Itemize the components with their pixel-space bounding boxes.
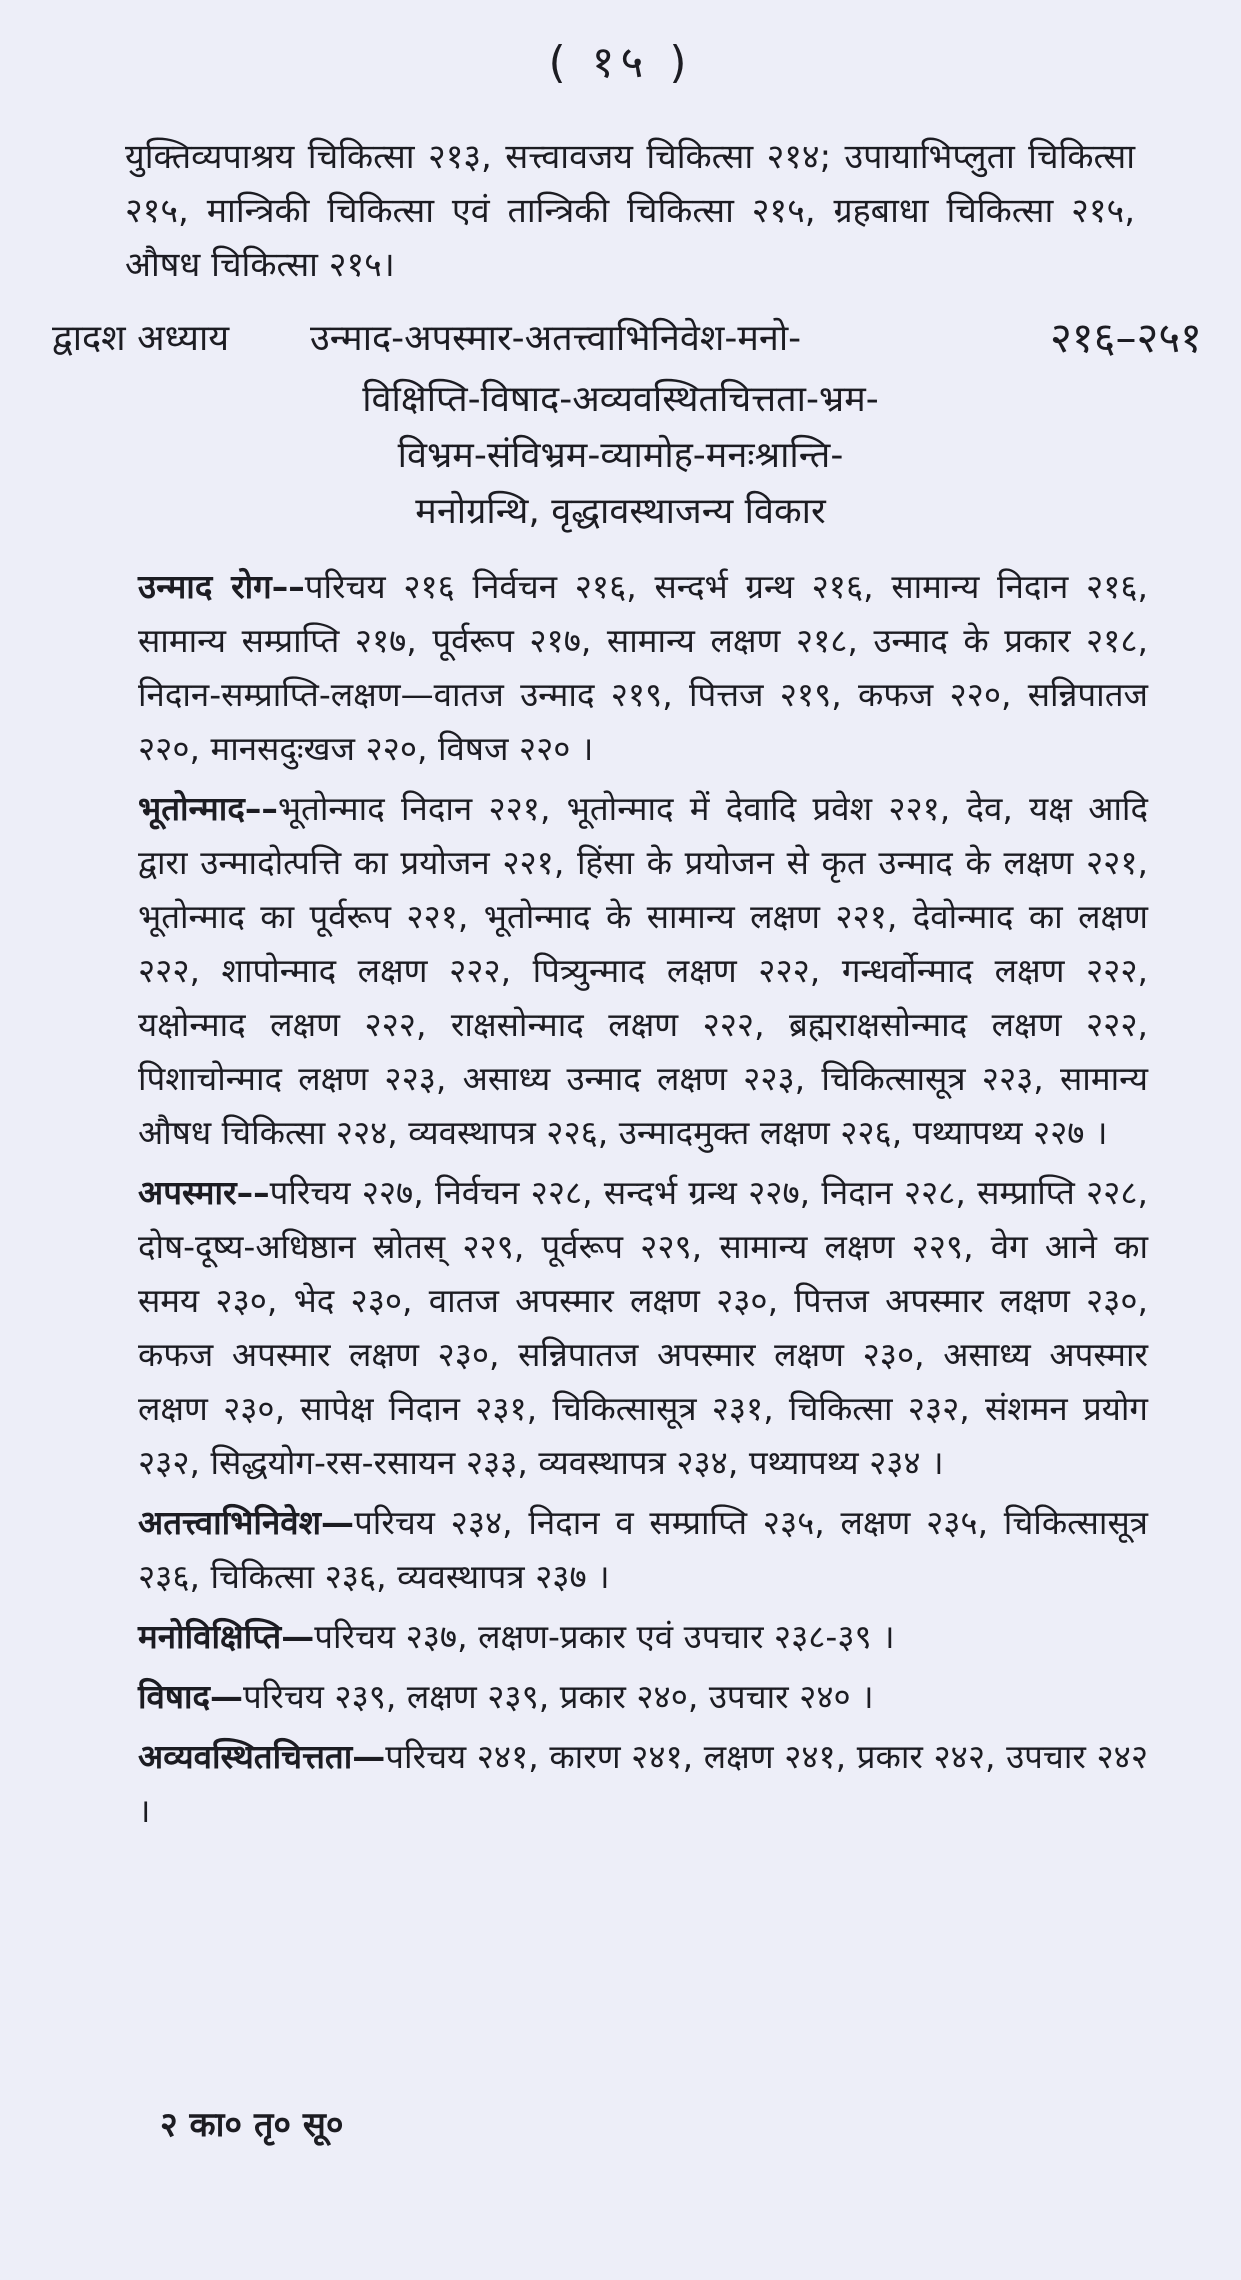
chapter-page-range: २१६–२५१ (1049, 313, 1202, 362)
entry-text: परिचय २४१, कारण २४१, लक्षण २४१, प्रकार २४२, उपचार २४२ । (138, 1737, 1148, 1830)
entry-manovikshipti (138, 1610, 1148, 1664)
page-number: ( १५ ) (548, 37, 693, 88)
entry-atattvabhinivesh (138, 1496, 1148, 1604)
chapter-heading (52, 312, 1202, 372)
footer-signature: २ का० तृ० सू० (160, 2105, 344, 2145)
entry-heading: मनोविक्षिप्ति— (138, 1617, 315, 1656)
entry-text: परिचय २२७, निर्वचन २२८, सन्दर्भ ग्रन्थ २२७, निदान २२८, सम्प्राप्ति २२८, दोष-दूष्य-अधिष्ठान स्रोतस् २२९, पूर्वरूप २२९, सामान्य लक्षण २२९, वेग आने का समय २३०, भेद २३०, वातज अपस्मार लक्षण २३०, पित्तज अपस्मार लक्षण २३०, कफज अपस्मार लक्षण २३०, सन्निपातज अपस्मार लक्षण २३०, असाध्य अपस्मार लक्षण २३०, सापेक्ष निदान २३१, चिकित्सासूत्र २३१, चिकित्सा २३२, संशमन प्रयोग २३२, सिद्धयोग-रस-रसायन २३३, व्यवस्थापत्र २३४, पथ्यापथ्य २३४ । (138, 1173, 1148, 1482)
entry-unmad-rog (138, 560, 1148, 776)
entry-text: परिचय २३९, लक्षण २३९, प्रकार २४०, उपचार २४० । (243, 1677, 874, 1716)
topic-entries (138, 560, 1148, 1844)
chapter-title-line-2: विक्षिप्ति-विषाद-अव्यवस्थितचित्तता-भ्रम- (362, 379, 879, 420)
entry-text: भूतोन्माद निदान २२१, भूतोन्माद में देवादि प्रवेश २२१, देव, यक्ष आदि द्वारा उन्मादोत्पत्ति का प्रयोजन २२१, हिंसा के प्रयोजन से कृत उन्माद के लक्षण २२१, भूतोन्माद का पूर्वरूप २२१, भूतोन्माद के सामान्य लक्षण २२१, देवोन्माद का लक्षण २२२, शापोन्माद लक्षण २२२, पित्र्युन्माद लक्षण २२२, गन्धर्वोन्माद लक्षण २२२, यक्षोन्माद लक्षण २२२, राक्षसोन्माद लक्षण २२२, ब्रह्मराक्षसोन्माद लक्षण २२२, पिशाचोन्माद लक्षण २२३, असाध्य उन्माद लक्षण २२३, चिकित्सासूत्र २२३, सामान्य औषध चिकित्सा २२४, व्यवस्थापत्र २२६, उन्मादमुक्त लक्षण २२६, पथ्यापथ्य २२७ । (138, 789, 1148, 1152)
entry-heading: भूतोन्माद–– (138, 789, 278, 828)
chapter-title-line-1: उन्माद-अपस्मार-अतत्त्वाभिनिवेश-मनो- (310, 318, 802, 359)
entry-avyavasthitchittata (138, 1730, 1148, 1838)
entry-text: परिचय २३७, लक्षण-प्रकार एवं उपचार २३८-३९ । (314, 1617, 895, 1656)
chapter-title-line-4: मनोग्रन्थि, वृद्धावस्थाजन्य विकार (415, 491, 826, 532)
entry-bhutonmad (138, 782, 1148, 1160)
entry-text: परिचय २३४, निदान व सम्प्राप्ति २३५, लक्षण २३५, चिकित्सासूत्र २३६, चिकित्सा २३६, व्यवस्थापत्र २३७ । (138, 1503, 1148, 1596)
entry-heading: अतत्त्वाभिनिवेश— (138, 1503, 355, 1542)
entry-heading: उन्माद रोग–– (138, 567, 305, 606)
entry-heading: विषाद— (138, 1677, 244, 1716)
entry-vishad (138, 1670, 1148, 1724)
entry-heading: अपस्मार–– (138, 1173, 270, 1212)
intro-paragraph: युक्तिव्यपाश्रय चिकित्सा २१३, सत्त्वावजय चिकित्सा २१४; उपायाभिप्लुता चिकित्सा २१५, मान्त्रिकी चिकित्सा एवं तान्त्रिकी चिकित्सा २१५, ग्रहबाधा चिकित्सा २१५, औषध चिकित्सा २१५। (125, 137, 1135, 285)
chapter-title-continuation (0, 372, 1241, 540)
entry-heading: अव्यवस्थितचित्तता— (138, 1737, 386, 1776)
entry-apasmar (138, 1166, 1148, 1490)
chapter-title-line-3: विभ्रम-संविभ्रम-व्यामोह-मनःश्रान्ति- (397, 435, 844, 476)
chapter-label: द्वादश अध्याय (52, 318, 230, 359)
entry-text: परिचय २१६ निर्वचन २१६, सन्दर्भ ग्रन्थ २१६, सामान्य निदान २१६, सामान्य सम्प्राप्ति २१७, पूर्वरूप २१७, सामान्य लक्षण २१८, उन्माद के प्रकार २१८, निदान-सम्प्राप्ति-लक्षण—वातज उन्माद २१९, पित्तज २१९, कफज २२०, सन्निपातज २२०, मानसदुःखज २२०, विषज २२० । (138, 567, 1148, 768)
